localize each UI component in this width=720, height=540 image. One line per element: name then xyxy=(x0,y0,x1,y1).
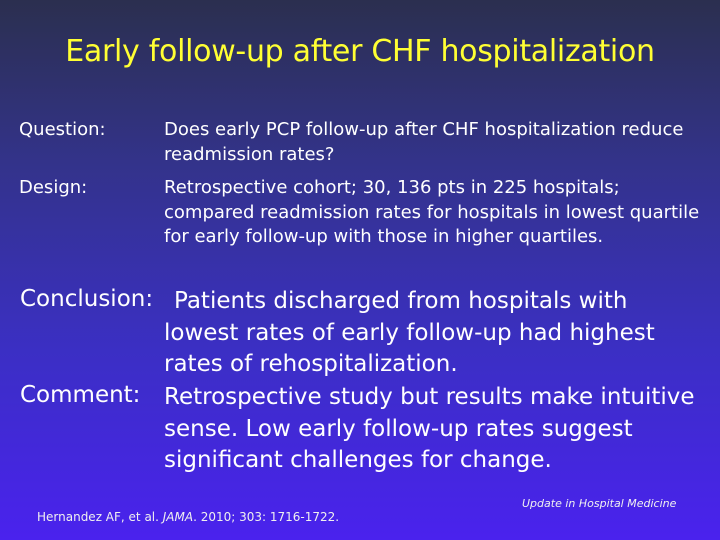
question-text: Does early PCP follow-up after CHF hospitalization reduce readmission rates? xyxy=(164,119,684,165)
citation xyxy=(37,510,339,524)
footer-text: Update in Hospital Medicine xyxy=(522,497,677,510)
citation-authors: Hernandez AF, et al. xyxy=(37,510,163,524)
slide-title: Early follow-up after CHF hospitalization xyxy=(65,34,655,69)
citation-journal: JAMA xyxy=(162,510,194,524)
design-text: Retrospective cohort; 30, 136 pts in 225 hospitals; compared readmission rates for hospitals in lowest quartile for early follow-up with those in higher quartiles. xyxy=(164,177,700,247)
question-label: Question: xyxy=(19,119,106,140)
comment-label: Comment: xyxy=(20,382,141,408)
conclusion-text: Patients discharged from hospitals with lowest rates of early follow-up had highest rates of rehospitalization. xyxy=(164,288,655,377)
design-label: Design: xyxy=(19,177,88,198)
conclusion-label: Conclusion: xyxy=(20,286,154,312)
citation-details: . 2010; 303: 1716-1722. xyxy=(193,510,340,524)
comment-text: Retrospective study but results make intuitive sense. Low early follow-up rates suggest significant challenges for change. xyxy=(164,384,695,473)
